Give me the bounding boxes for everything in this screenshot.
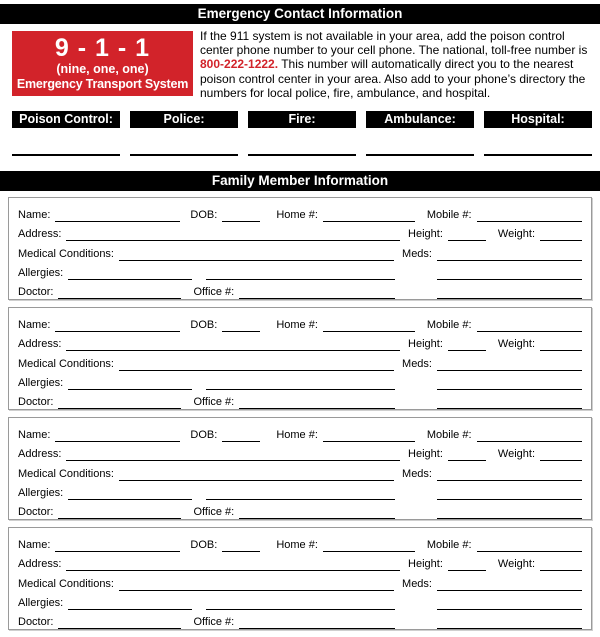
meds-label: Meds: bbox=[402, 467, 432, 480]
home-phone-label: Home #: bbox=[276, 429, 318, 442]
height-blank-line[interactable] bbox=[448, 338, 486, 351]
dob-label: DOB: bbox=[190, 209, 218, 222]
poison-control-instructions bbox=[200, 29, 592, 100]
dob-blank-line[interactable] bbox=[222, 539, 260, 552]
name-label: Name: bbox=[18, 319, 51, 332]
meds-blank-line[interactable] bbox=[437, 358, 582, 371]
medical-conditions-label: Medical Conditions: bbox=[18, 247, 114, 260]
instructions-text-before: If the 911 system is not available in your area, add the poison control center phone number to your cell phone. The national, toll-free number is bbox=[200, 29, 588, 58]
height-label: Height: bbox=[408, 338, 443, 351]
home-phone-blank-line[interactable] bbox=[323, 209, 415, 222]
doctor-blank-line[interactable] bbox=[58, 286, 181, 299]
home-phone-blank-line[interactable] bbox=[323, 319, 415, 332]
meds-label: Meds: bbox=[402, 577, 432, 590]
member-row-name bbox=[18, 533, 582, 552]
home-phone-blank-line[interactable] bbox=[323, 539, 415, 552]
emergency-contact-labels-row bbox=[12, 111, 592, 128]
allergies-label: Allergies: bbox=[18, 266, 64, 279]
name-label: Name: bbox=[18, 429, 51, 442]
weight-label: Weight: bbox=[497, 228, 535, 241]
name-blank-line[interactable] bbox=[55, 429, 180, 442]
member-row-address bbox=[18, 332, 582, 351]
weight-label: Weight: bbox=[497, 338, 535, 351]
mobile-phone-label: Mobile #: bbox=[426, 319, 472, 332]
height-label: Height: bbox=[408, 228, 443, 241]
member-row-doctor bbox=[18, 390, 582, 409]
weight-blank-line[interactable] bbox=[540, 558, 582, 571]
doctor-label: Doctor: bbox=[18, 396, 54, 409]
name-label: Name: bbox=[18, 539, 51, 552]
member-row-address bbox=[18, 442, 582, 461]
doctor-blank-line[interactable] bbox=[58, 396, 181, 409]
dob-label: DOB: bbox=[190, 539, 218, 552]
address-blank-line[interactable] bbox=[66, 558, 400, 571]
address-label: Address: bbox=[18, 558, 62, 571]
meds-extra-blank-line-2[interactable] bbox=[437, 506, 582, 519]
home-phone-label: Home #: bbox=[276, 539, 318, 552]
member-row-name bbox=[18, 423, 582, 442]
weight-label: Weight: bbox=[497, 558, 535, 571]
member-row-medical bbox=[18, 461, 582, 480]
weight-blank-line[interactable] bbox=[540, 228, 582, 241]
name-blank-line[interactable] bbox=[55, 539, 180, 552]
meds-extra-blank-line-1[interactable] bbox=[437, 487, 582, 500]
police-blank-line[interactable] bbox=[130, 140, 238, 156]
medical-conditions-label: Medical Conditions: bbox=[18, 467, 114, 480]
meds-extra-blank-line-1[interactable] bbox=[437, 377, 582, 390]
name-blank-line[interactable] bbox=[55, 319, 180, 332]
allergies-extra-blank-line[interactable] bbox=[206, 267, 395, 280]
mobile-phone-blank-line[interactable] bbox=[477, 429, 582, 442]
name-blank-line[interactable] bbox=[55, 209, 180, 222]
mobile-phone-blank-line[interactable] bbox=[477, 539, 582, 552]
medical-conditions-blank-line[interactable] bbox=[119, 358, 394, 371]
office-phone-blank-line[interactable] bbox=[239, 396, 395, 409]
doctor-label: Doctor: bbox=[18, 506, 54, 519]
instructions-text-after: This number will automatically direct you to the nearest poison control center in your area. Also add to your phone’s directory the numbers for local police, fire, ambulance, and hospital. bbox=[200, 57, 586, 100]
meds-extra-blank-line-1[interactable] bbox=[437, 597, 582, 610]
meds-blank-line[interactable] bbox=[437, 248, 582, 261]
meds-label: Meds: bbox=[402, 357, 432, 370]
mobile-phone-label: Mobile #: bbox=[426, 209, 472, 222]
family-member-list bbox=[8, 197, 592, 637]
doctor-label: Doctor: bbox=[18, 286, 54, 299]
fire-blank-line[interactable] bbox=[248, 140, 356, 156]
dob-label: DOB: bbox=[190, 429, 218, 442]
mobile-phone-blank-line[interactable] bbox=[477, 319, 582, 332]
dob-label: DOB: bbox=[190, 319, 218, 332]
meds-blank-line[interactable] bbox=[437, 468, 582, 481]
family-member-card bbox=[8, 527, 592, 630]
poison-control-blank-line[interactable] bbox=[12, 140, 120, 156]
meds-extra-blank-line-1[interactable] bbox=[437, 267, 582, 280]
office-phone-blank-line[interactable] bbox=[239, 506, 395, 519]
hospital-blank-line[interactable] bbox=[484, 140, 592, 156]
medical-conditions-label: Medical Conditions: bbox=[18, 357, 114, 370]
meds-blank-line[interactable] bbox=[437, 578, 582, 591]
allergies-label: Allergies: bbox=[18, 486, 64, 499]
weight-blank-line[interactable] bbox=[540, 448, 582, 461]
address-blank-line[interactable] bbox=[66, 338, 400, 351]
dob-blank-line[interactable] bbox=[222, 429, 260, 442]
allergies-blank-line[interactable] bbox=[68, 487, 192, 500]
medical-conditions-blank-line[interactable] bbox=[119, 468, 394, 481]
member-row-doctor bbox=[18, 500, 582, 519]
allergies-blank-line[interactable] bbox=[68, 267, 192, 280]
family-member-header: Family Member Information bbox=[0, 171, 600, 191]
member-row-medical bbox=[18, 571, 582, 590]
member-row-name bbox=[18, 203, 582, 222]
doctor-label: Doctor: bbox=[18, 616, 54, 629]
contact-label-hospital: Hospital: bbox=[484, 111, 592, 128]
contact-label-ambulance: Ambulance: bbox=[366, 111, 474, 128]
911-phonetic: (nine, one, one) bbox=[56, 62, 149, 76]
allergies-label: Allergies: bbox=[18, 376, 64, 389]
home-phone-label: Home #: bbox=[276, 209, 318, 222]
office-phone-label: Office #: bbox=[193, 286, 235, 299]
911-subtitle: Emergency Transport System bbox=[16, 77, 189, 91]
ambulance-blank-line[interactable] bbox=[366, 140, 474, 156]
member-row-allergies bbox=[18, 261, 582, 280]
medical-conditions-blank-line[interactable] bbox=[119, 578, 394, 591]
weight-blank-line[interactable] bbox=[540, 338, 582, 351]
mobile-phone-label: Mobile #: bbox=[426, 429, 472, 442]
member-row-address bbox=[18, 222, 582, 241]
dob-blank-line[interactable] bbox=[222, 319, 260, 332]
mobile-phone-label: Mobile #: bbox=[426, 539, 472, 552]
poison-control-phone-number: 800-222-1222. bbox=[200, 57, 279, 72]
member-row-allergies bbox=[18, 591, 582, 610]
mobile-phone-blank-line[interactable] bbox=[477, 209, 582, 222]
member-row-doctor bbox=[18, 610, 582, 629]
allergies-extra-blank-line[interactable] bbox=[206, 377, 395, 390]
height-blank-line[interactable] bbox=[448, 228, 486, 241]
911-callout bbox=[12, 31, 193, 96]
member-row-allergies bbox=[18, 371, 582, 390]
address-blank-line[interactable] bbox=[66, 228, 400, 241]
allergies-extra-blank-line[interactable] bbox=[206, 597, 395, 610]
allergies-label: Allergies: bbox=[18, 596, 64, 609]
height-label: Height: bbox=[408, 448, 443, 461]
height-label: Height: bbox=[408, 558, 443, 571]
weight-label: Weight: bbox=[497, 448, 535, 461]
family-member-card bbox=[8, 307, 592, 410]
height-blank-line[interactable] bbox=[448, 558, 486, 571]
doctor-blank-line[interactable] bbox=[58, 506, 181, 519]
medical-conditions-label: Medical Conditions: bbox=[18, 577, 114, 590]
address-label: Address: bbox=[18, 338, 62, 351]
allergies-extra-blank-line[interactable] bbox=[206, 487, 395, 500]
member-row-doctor bbox=[18, 280, 582, 299]
height-blank-line[interactable] bbox=[448, 448, 486, 461]
family-member-card bbox=[8, 417, 592, 520]
meds-label: Meds: bbox=[402, 247, 432, 260]
dob-blank-line[interactable] bbox=[222, 209, 260, 222]
office-phone-label: Office #: bbox=[193, 396, 235, 409]
allergies-blank-line[interactable] bbox=[68, 597, 192, 610]
address-blank-line[interactable] bbox=[66, 448, 400, 461]
address-label: Address: bbox=[18, 448, 62, 461]
member-row-medical bbox=[18, 241, 582, 260]
contact-label-fire: Fire: bbox=[248, 111, 356, 128]
name-label: Name: bbox=[18, 209, 51, 222]
contact-label-police: Police: bbox=[130, 111, 238, 128]
member-row-name bbox=[18, 313, 582, 332]
emergency-contact-blank-lines-row bbox=[12, 140, 592, 156]
member-row-allergies bbox=[18, 481, 582, 500]
member-row-medical bbox=[18, 351, 582, 370]
meds-extra-blank-line-2[interactable] bbox=[437, 396, 582, 409]
address-label: Address: bbox=[18, 228, 62, 241]
home-phone-label: Home #: bbox=[276, 319, 318, 332]
member-row-address bbox=[18, 552, 582, 571]
office-phone-label: Office #: bbox=[193, 506, 235, 519]
medical-conditions-blank-line[interactable] bbox=[119, 248, 394, 261]
911-number: 9 - 1 - 1 bbox=[54, 34, 151, 62]
office-phone-label: Office #: bbox=[193, 616, 235, 629]
family-member-card bbox=[8, 197, 592, 300]
home-phone-blank-line[interactable] bbox=[323, 429, 415, 442]
office-phone-blank-line[interactable] bbox=[239, 286, 395, 299]
emergency-contact-header: Emergency Contact Information bbox=[0, 4, 600, 24]
meds-extra-blank-line-2[interactable] bbox=[437, 286, 582, 299]
contact-label-poison-control: Poison Control: bbox=[12, 111, 120, 128]
allergies-blank-line[interactable] bbox=[68, 377, 192, 390]
